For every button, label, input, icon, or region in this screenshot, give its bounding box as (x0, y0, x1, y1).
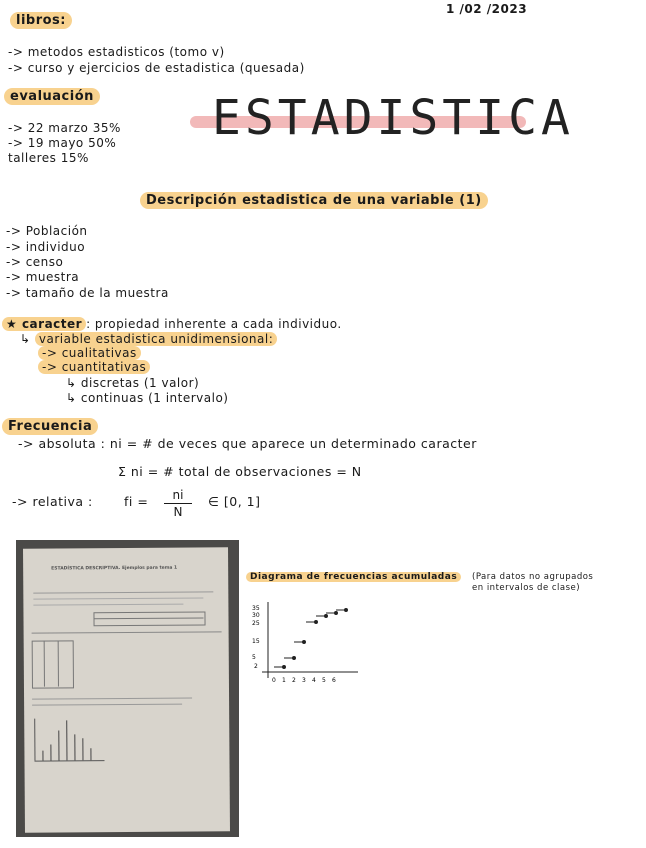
relativa-fraction (164, 488, 192, 519)
title-block (190, 90, 574, 154)
concept-item-4: -> muestra (6, 270, 80, 284)
caracter-label: caracter (21, 317, 83, 331)
frecuencia-sum: Σ ni = # total de observaciones = N (118, 464, 362, 479)
sheet-table-left (32, 640, 74, 688)
books-heading: libros: (10, 12, 72, 29)
worksheet-photo (16, 540, 239, 837)
frecuencia-relativa-lhs: fi = (124, 494, 149, 509)
step-diagram (250, 600, 370, 690)
evaluation-item-3: talleres 15% (8, 151, 89, 165)
diagram-note-2: en intervalos de clase) (472, 583, 581, 593)
subtype-discretas: ↳ discretas (1 valor) (66, 376, 200, 390)
concept-item-1: -> Población (6, 224, 88, 238)
date: 1 /02 /2023 (446, 2, 528, 16)
y-tick-2: 2 (254, 663, 258, 670)
x-tick-5: 5 (322, 677, 326, 684)
y-tick-35: 35 (252, 605, 260, 612)
y-tick-15: 15 (252, 638, 260, 645)
type-cualitativas: -> cualitativas (38, 346, 141, 360)
caracter-line: ★ caracter : propiedad inherente a cada individuo. (2, 317, 342, 331)
book-item-1: -> metodos estadisticos (tomo v) (8, 45, 225, 59)
x-tick-4: 4 (312, 677, 316, 684)
page-title: ESTADISTICA (212, 90, 574, 146)
variable-arrow: ↳ (20, 332, 31, 346)
evaluation-item-1: -> 22 marzo 35% (8, 121, 121, 135)
y-tick-5: 5 (252, 654, 256, 661)
frecuencia-heading: Frecuencia (2, 418, 98, 435)
y-tick-25: 25 (252, 620, 260, 627)
frecuencia-relativa-label: -> relativa : (12, 494, 93, 509)
worksheet-paper (23, 547, 230, 832)
subtype-continuas: ↳ continuas (1 intervalo) (66, 391, 229, 405)
variable-line (20, 332, 277, 346)
section-heading: Descripción estadistica de una variable (1) (140, 192, 488, 209)
diagram-note-1: (Para datos no agrupados (472, 572, 594, 582)
y-tick-30: 30 (252, 612, 260, 619)
step-lines (274, 609, 348, 669)
sheet-table-top (93, 611, 205, 626)
x-tick-6: 6 (332, 677, 336, 684)
sheet-title: ESTADÍSTICA DESCRIPTIVA. Ejemplos para tema 1 (51, 565, 178, 572)
x-tick-3: 3 (302, 677, 306, 684)
fraction-denominator: N (173, 505, 183, 519)
frecuencia-absoluta: -> absoluta : ni = # de veces que aparece un determinado caracter (18, 436, 477, 451)
x-tick-0: 0 (272, 677, 276, 684)
evaluation-heading: evaluación (4, 88, 100, 105)
type-cuantitativas: -> cuantitativas (38, 360, 150, 374)
variable-label: variable estadistica unidimensional: (35, 332, 277, 346)
fraction-numerator: ni (172, 488, 184, 502)
concept-item-3: -> censo (6, 255, 64, 269)
frecuencia-relativa-rhs: ∈ [0, 1] (208, 494, 261, 509)
concept-item-5: -> tamaño de la muestra (6, 286, 169, 300)
x-tick-1: 1 (282, 677, 286, 684)
book-item-2: -> curso y ejercicios de estadistica (quesada) (8, 61, 305, 75)
concept-item-2: -> individuo (6, 240, 86, 254)
evaluation-item-2: -> 19 mayo 50% (8, 136, 117, 150)
diagram-heading: Diagrama de frecuencias acumuladas (246, 572, 461, 582)
x-tick-2: 2 (292, 677, 296, 684)
caracter-definition: : propiedad inherente a cada individuo. (86, 317, 342, 331)
